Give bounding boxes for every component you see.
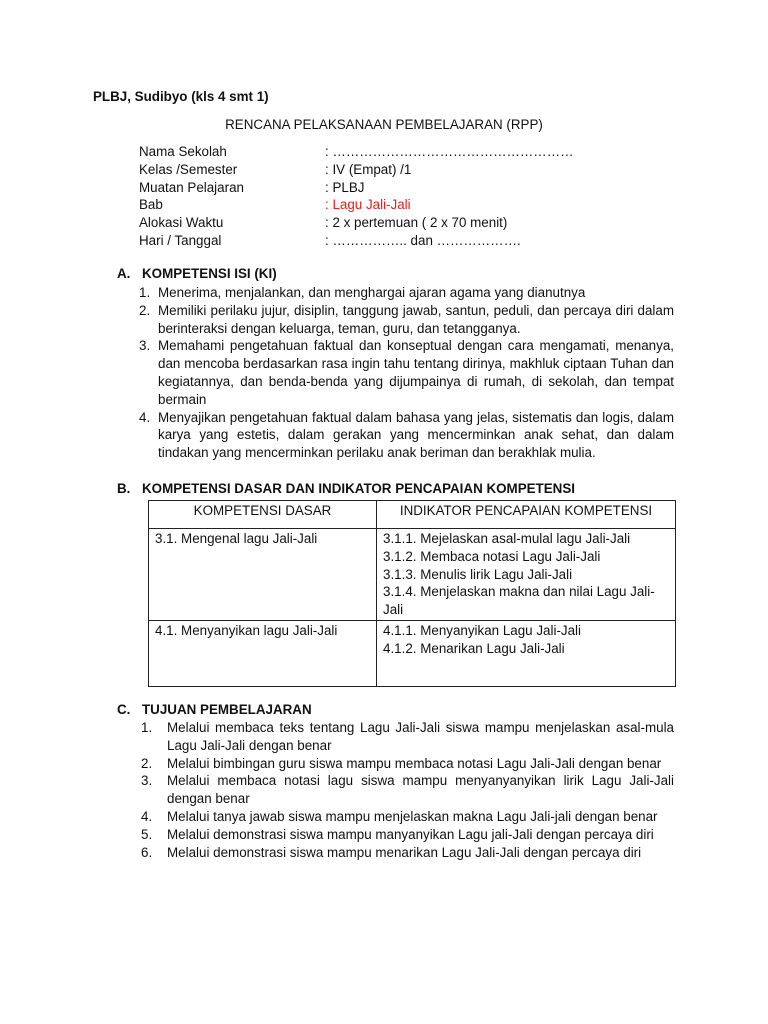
indicator-cell: [377, 620, 676, 686]
info-row-time: [139, 214, 573, 232]
list-number: 4.: [141, 808, 153, 824]
column-header: INDIKATOR PENCAPAIAN KOMPETENSI: [377, 501, 676, 529]
document-title: RENCANA PELAKSANAAN PEMBELAJARAN (RPP): [225, 117, 543, 132]
identity-block: [139, 143, 573, 250]
info-value-chapter: : Lagu Jali-Jali: [325, 197, 411, 213]
list-number: 2.: [141, 755, 153, 771]
section-letter: B.: [117, 481, 131, 496]
objectives-list: [141, 719, 674, 861]
list-item: [141, 826, 674, 844]
section-letter: A.: [117, 266, 131, 281]
list-text: Menerima, menjalankan, dan menghargai ajaran agama yang dianutnya: [158, 285, 586, 300]
competency-table: [148, 500, 676, 687]
indicator-item: 3.1.2. Membaca notasi Lagu Jali-Jali: [383, 548, 601, 564]
section-title: KOMPETENSI ISI (KI): [142, 266, 277, 281]
document-header: PLBJ, Sudibyo (kls 4 smt 1): [93, 89, 269, 104]
info-value: : IV (Empat) /1: [325, 161, 412, 177]
ki-list: [139, 284, 674, 462]
list-text: Memiliki perilaku jujur, disiplin, tanggung jawab, santun, peduli, dan percaya diri dalam berinteraksi dengan keluarga, teman, guru, dan tetangganya.: [158, 302, 674, 336]
list-text: Melalui membaca teks tentang Lagu Jali-Jali siswa mampu menjelaskan asal-mula Lagu Jali-Jali dengan benar: [167, 720, 674, 753]
list-number: 3.: [141, 773, 153, 789]
table-header-row: [149, 501, 676, 529]
info-label: Muatan Pelajaran: [139, 179, 244, 195]
info-value: : PLBJ: [325, 179, 365, 195]
table-row: [149, 529, 676, 621]
list-number: 6.: [141, 844, 153, 860]
list-text: Melalui tanya jawab siswa mampu menjelaskan makna Lagu Jali-jali dengan benar: [167, 808, 658, 824]
info-label: Nama Sekolah: [139, 144, 227, 159]
info-row-chapter: [139, 196, 573, 214]
list-item: [139, 302, 674, 338]
list-text: Menyajikan pengetahuan faktual dalam bahasa yang jelas, sistematis dan logis, dalam karya yang estetis, dalam gerakan yang mencerminkan anak sehat, dan dalam tindakan yang mencerminkan perilaku anak beriman dan berakhlak mulia.: [158, 409, 674, 461]
list-item: [141, 719, 674, 755]
list-number: 4.: [139, 409, 151, 425]
section-letter: C.: [117, 702, 131, 717]
list-item: [139, 337, 674, 408]
indicator-cell: [377, 529, 676, 621]
list-text: Melalui demonstrasi siswa mampu manyanyikan Lagu jali-Jali dengan percaya diri: [167, 826, 654, 842]
list-number: 5.: [141, 826, 153, 842]
list-item: [141, 844, 674, 862]
section-b-heading: [117, 481, 575, 496]
list-text: Memahami pengetahuan faktual dan konseptual dengan cara mengamati, menanya, dan mencoba berdasarkan rasa ingin tahu tentang dirinya, makhluk ciptaan Tuhan dan kegiatannya, dan benda-benda yang dijumpainya di rumah, di sekolah, dan tempat bermain: [158, 338, 674, 407]
kd-cell: 4.1. Menyanyikan lagu Jali-Jali: [149, 620, 377, 686]
indicator-item: 3.1.3. Menulis lirik Lagu Jali-Jali: [383, 566, 573, 582]
column-header: KOMPETENSI DASAR: [149, 501, 377, 529]
info-label: Bab: [139, 197, 163, 213]
list-item: [139, 284, 674, 302]
info-label: Alokasi Waktu: [139, 215, 224, 231]
info-row-date: [139, 232, 573, 250]
section-a-heading: [117, 266, 277, 281]
indicator-item: 4.1.1. Menyanyikan Lagu Jali-Jali: [383, 622, 581, 638]
info-row-class: [139, 161, 573, 179]
list-number: 2.: [139, 302, 151, 318]
list-text: Melalui demonstrasi siswa mampu menarikan Lagu Jali-Jali dengan percaya diri: [167, 844, 642, 860]
indicator-item: 4.1.2. Menarikan Lagu Jali-Jali: [383, 640, 565, 656]
list-number: 1.: [141, 720, 153, 735]
list-text: Melalui membaca notasi lagu siswa mampu menyanyanyikan lirik Lagu Jali-Jali dengan benar: [167, 773, 674, 807]
list-number: 3.: [139, 338, 151, 354]
list-item: [141, 772, 674, 808]
info-label: Hari / Tanggal: [139, 232, 222, 248]
section-title: TUJUAN PEMBELAJARAN: [142, 702, 312, 717]
info-row-school: [139, 143, 573, 161]
list-number: 1.: [139, 285, 151, 300]
list-item: [141, 808, 674, 826]
info-label: Kelas /Semester: [139, 161, 238, 177]
section-title: KOMPETENSI DASAR DAN INDIKATOR PENCAPAIAN KOMPETENSI: [142, 481, 575, 496]
section-c-heading: [117, 702, 312, 717]
list-item: [139, 409, 674, 462]
info-row-subject: [139, 179, 573, 197]
info-value: : ………………………………………………: [325, 144, 574, 159]
indicator-item: 3.1.4. Menjelaskan makna dan nilai Lagu Jali-Jali: [383, 584, 655, 618]
indicator-item: 3.1.1. Mejelaskan asal-mulal lagu Jali-Jali: [383, 531, 631, 546]
table-row: [149, 620, 676, 686]
list-text: Melalui bimbingan guru siswa mampu membaca notasi Lagu Jali-Jali dengan benar: [167, 755, 662, 771]
info-value: : 2 x pertemuan ( 2 x 70 menit): [325, 215, 508, 231]
kd-cell: 3.1. Mengenal lagu Jali-Jali: [149, 529, 377, 621]
info-value: : …………….. dan ……………….: [325, 232, 521, 248]
list-item: [141, 755, 674, 773]
